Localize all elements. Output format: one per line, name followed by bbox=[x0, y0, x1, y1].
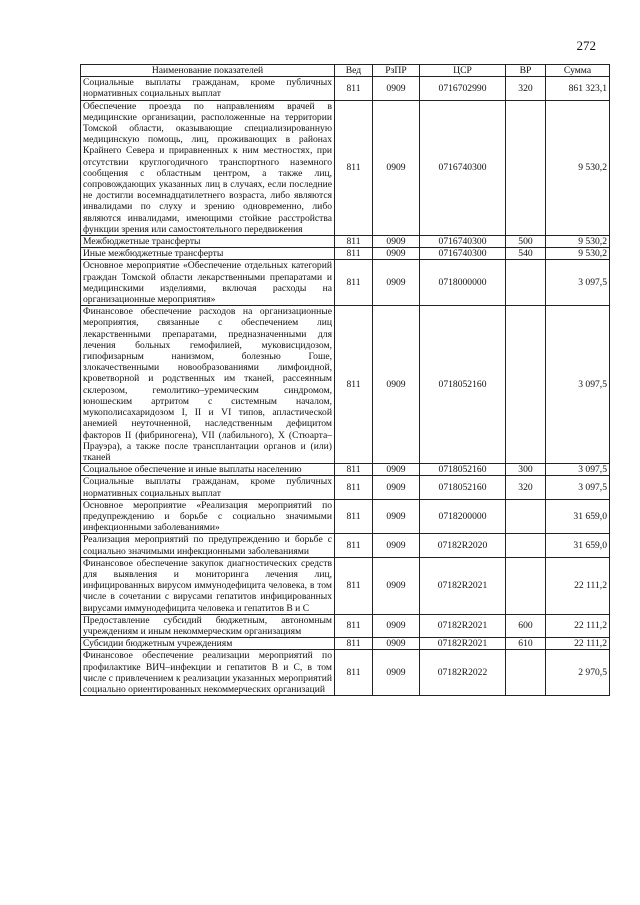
table-row bbox=[81, 638, 610, 650]
cell-csr: 07182R2022 bbox=[420, 650, 506, 696]
cell-name: Социальные выплаты гражданам, кроме публичных нормативных социальных выплат bbox=[81, 476, 335, 499]
cell-sum: 31 659,0 bbox=[546, 499, 610, 534]
table-body bbox=[81, 77, 610, 696]
cell-sum: 22 111,2 bbox=[546, 557, 610, 614]
cell-name: Предоставление субсидий бюджетным, автономным учреждениям и иным некоммерческим организациям bbox=[81, 614, 335, 637]
cell-vr: 600 bbox=[506, 614, 546, 637]
cell-vr: 320 bbox=[506, 77, 546, 100]
header-rzpr: РзПР bbox=[373, 65, 420, 77]
table-row bbox=[81, 306, 610, 464]
header-ved: Вед bbox=[335, 65, 373, 77]
cell-ved: 811 bbox=[335, 557, 373, 614]
cell-ved: 811 bbox=[335, 236, 373, 248]
cell-rzpr: 0909 bbox=[373, 476, 420, 499]
cell-name: Социальное обеспечение и иные выплаты населению bbox=[81, 464, 335, 476]
cell-sum: 861 323,1 bbox=[546, 77, 610, 100]
cell-sum: 22 111,2 bbox=[546, 638, 610, 650]
cell-csr: 0716740300 bbox=[420, 248, 506, 260]
cell-ved: 811 bbox=[335, 248, 373, 260]
cell-name: Реализация мероприятий по предупреждению и борьбе с социально значимыми инфекционными заболеваниями bbox=[81, 534, 335, 557]
cell-rzpr: 0909 bbox=[373, 638, 420, 650]
cell-csr: 0718052160 bbox=[420, 306, 506, 464]
table-row bbox=[81, 260, 610, 306]
cell-sum: 2 970,5 bbox=[546, 650, 610, 696]
cell-ved: 811 bbox=[335, 464, 373, 476]
cell-csr: 0718000000 bbox=[420, 260, 506, 306]
cell-name: Финансовое обеспечение расходов на организационные мероприятия, связанные с обеспечением лиц лекарственными препаратами, предназначенными для лечения больных гемофилией, муковисцидозом, гипофизарным нанизмом, болезнью Гоше, злокачественными новообразованиями лимфоидной, кроветворной и родственных им тканей, рассеянным склерозом, гемолитико–уремическим синдромом, юношеским артритом с системным началом, мукополисахаридозом I, II и VI типов, апластической анемией неуточненной, наследственным дефицитом факторов II (фибриногена), VII (лабильного), X (Стюарта–Прауэра), а также после трансплантации органов и (или) тканей bbox=[81, 306, 335, 464]
cell-rzpr: 0909 bbox=[373, 650, 420, 696]
table-row bbox=[81, 614, 610, 637]
cell-name: Социальные выплаты гражданам, кроме публичных нормативных социальных выплат bbox=[81, 77, 335, 100]
cell-csr: 0718052160 bbox=[420, 476, 506, 499]
cell-name: Основное мероприятие «Обеспечение отдельных категорий граждан Томской области лекарственными препаратами и медицинскими изделиями, включая расходы на организационные мероприятия» bbox=[81, 260, 335, 306]
cell-vr: 610 bbox=[506, 638, 546, 650]
cell-ved: 811 bbox=[335, 100, 373, 235]
cell-vr bbox=[506, 557, 546, 614]
cell-csr: 0716740300 bbox=[420, 100, 506, 235]
cell-rzpr: 0909 bbox=[373, 534, 420, 557]
cell-rzpr: 0909 bbox=[373, 100, 420, 235]
header-sum: Сумма bbox=[546, 65, 610, 77]
table-row bbox=[81, 650, 610, 696]
cell-ved: 811 bbox=[335, 77, 373, 100]
cell-sum: 22 111,2 bbox=[546, 614, 610, 637]
table-row bbox=[81, 557, 610, 614]
cell-sum: 9 530,2 bbox=[546, 100, 610, 235]
cell-vr: 540 bbox=[506, 248, 546, 260]
cell-vr bbox=[506, 100, 546, 235]
cell-csr: 0718200000 bbox=[420, 499, 506, 534]
cell-vr bbox=[506, 499, 546, 534]
cell-csr: 0716702990 bbox=[420, 77, 506, 100]
table-row bbox=[81, 476, 610, 499]
cell-name: Финансовое обеспечение закупок диагностических средств для выявления и мониторинга лечения лиц, инфицированных вирусом иммунодефицита человека, в том числе в сочетании с вирусами гепатитов инфицированных вирусами иммунодефицита человека и гепатитов В и С bbox=[81, 557, 335, 614]
cell-rzpr: 0909 bbox=[373, 260, 420, 306]
table-row bbox=[81, 77, 610, 100]
cell-rzpr: 0909 bbox=[373, 557, 420, 614]
cell-rzpr: 0909 bbox=[373, 614, 420, 637]
cell-ved: 811 bbox=[335, 306, 373, 464]
cell-ved: 811 bbox=[335, 260, 373, 306]
cell-sum: 3 097,5 bbox=[546, 306, 610, 464]
cell-rzpr: 0909 bbox=[373, 306, 420, 464]
cell-name: Межбюджетные трансферты bbox=[81, 236, 335, 248]
cell-sum: 3 097,5 bbox=[546, 476, 610, 499]
table-row bbox=[81, 534, 610, 557]
cell-ved: 811 bbox=[335, 650, 373, 696]
cell-ved: 811 bbox=[335, 638, 373, 650]
cell-csr: 07182R2020 bbox=[420, 534, 506, 557]
cell-name: Субсидии бюджетным учреждениям bbox=[81, 638, 335, 650]
table-row bbox=[81, 100, 610, 235]
cell-sum: 3 097,5 bbox=[546, 464, 610, 476]
header-csr: ЦСР bbox=[420, 65, 506, 77]
cell-vr bbox=[506, 260, 546, 306]
table-row bbox=[81, 236, 610, 248]
cell-name: Основное мероприятие «Реализация мероприятий по предупреждению и борьбе с социально значимыми инфекционными заболеваниями» bbox=[81, 499, 335, 534]
cell-sum: 9 530,2 bbox=[546, 236, 610, 248]
cell-rzpr: 0909 bbox=[373, 464, 420, 476]
cell-ved: 811 bbox=[335, 614, 373, 637]
table-row bbox=[81, 248, 610, 260]
cell-ved: 811 bbox=[335, 499, 373, 534]
cell-sum: 3 097,5 bbox=[546, 260, 610, 306]
header-name: Наименование показателей bbox=[81, 65, 335, 77]
cell-vr: 500 bbox=[506, 236, 546, 248]
cell-vr bbox=[506, 306, 546, 464]
cell-csr: 07182R2021 bbox=[420, 638, 506, 650]
table-row bbox=[81, 464, 610, 476]
header-vr: ВР bbox=[506, 65, 546, 77]
cell-csr: 07182R2021 bbox=[420, 614, 506, 637]
cell-vr bbox=[506, 650, 546, 696]
table-row bbox=[81, 499, 610, 534]
cell-ved: 811 bbox=[335, 534, 373, 557]
cell-name: Иные межбюджетные трансферты bbox=[81, 248, 335, 260]
cell-sum: 9 530,2 bbox=[546, 248, 610, 260]
cell-rzpr: 0909 bbox=[373, 248, 420, 260]
cell-vr: 320 bbox=[506, 476, 546, 499]
table-header-row bbox=[81, 65, 610, 77]
budget-table bbox=[80, 64, 610, 696]
cell-csr: 0718052160 bbox=[420, 464, 506, 476]
cell-sum: 31 659,0 bbox=[546, 534, 610, 557]
cell-ved: 811 bbox=[335, 476, 373, 499]
cell-rzpr: 0909 bbox=[373, 236, 420, 248]
cell-name: Обеспечение проезда по направлениям врачей в медицинские организации, расположенные на территории Томской области, оказывающие специализированную медицинскую помощь, лиц, проживающих в районах Крайнего Севера и приравненных к ним местностях, при отсутствии круглогодичного транспортного наземного сообщения с областным центром, а также лиц, сопровождающих указанных лиц в случаях, если последние не достигли восемнадцатилетнего возраста, либо являются инвалидами по слуху и зрению одновременно, либо являются инвалидами, имеющими стойкие расстройства функции зрения или самостоятельного передвижения bbox=[81, 100, 335, 235]
cell-rzpr: 0909 bbox=[373, 499, 420, 534]
cell-rzpr: 0909 bbox=[373, 77, 420, 100]
cell-vr: 300 bbox=[506, 464, 546, 476]
cell-name: Финансовое обеспечение реализации мероприятий по профилактике ВИЧ–инфекции и гепатитов В и С, в том числе с привлечением к реализации указанных мероприятий социально ориентированных некоммерческих организаций bbox=[81, 650, 335, 696]
cell-vr bbox=[506, 534, 546, 557]
cell-csr: 07182R2021 bbox=[420, 557, 506, 614]
page-number: 272 bbox=[576, 38, 596, 53]
cell-csr: 0716740300 bbox=[420, 236, 506, 248]
